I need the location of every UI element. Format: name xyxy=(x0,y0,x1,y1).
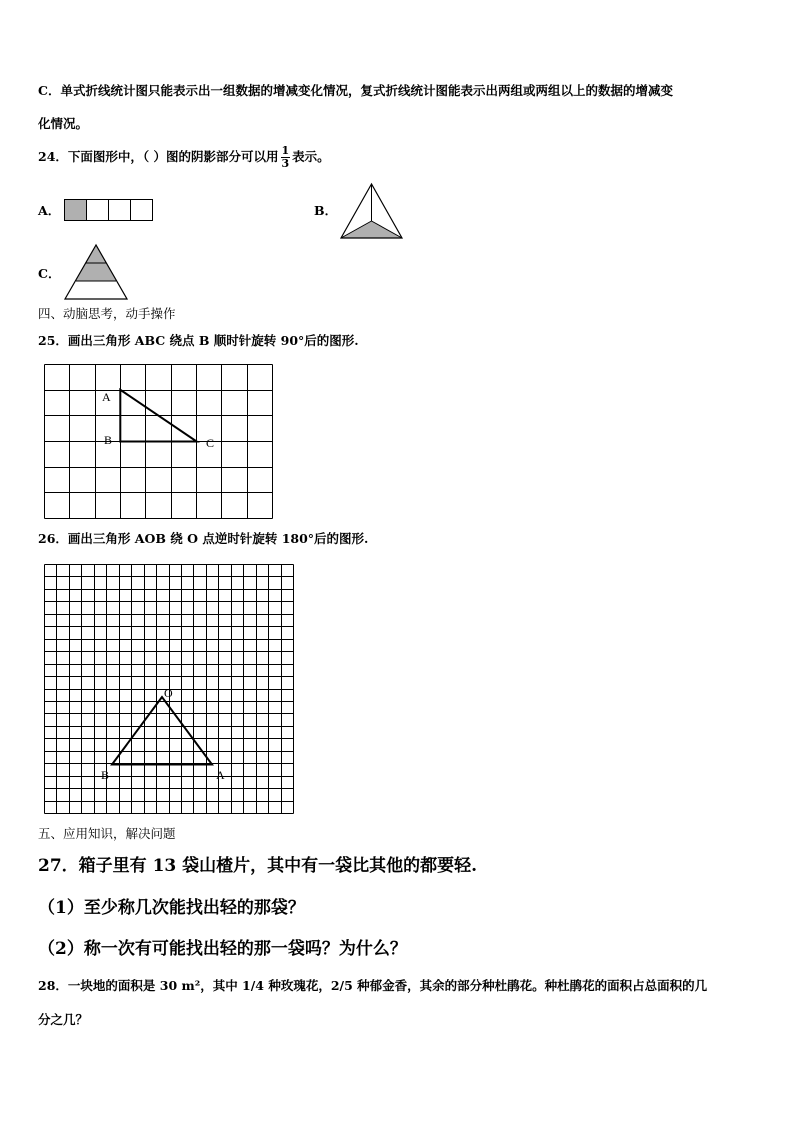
triangle-aob xyxy=(112,697,212,765)
q23-option-c-line2: 化情况。 xyxy=(38,116,89,131)
fraction-denominator: 3 xyxy=(281,157,290,170)
vertex-label-b: B xyxy=(101,768,110,782)
q27-part1: （1）至少称几次能找出轻的那袋？ xyxy=(38,898,305,918)
q24-stem xyxy=(38,140,330,174)
shaded-cell xyxy=(65,200,87,221)
q24-option-b-label: B． xyxy=(314,203,338,218)
shaded-middle-band xyxy=(76,263,116,281)
q27-stem: 27．箱子里有 13 袋山楂片，其中有一袋比其他的都要轻. xyxy=(38,856,478,876)
q25-grid-figure[interactable] xyxy=(44,364,273,519)
q26-grid-figure[interactable] xyxy=(44,564,294,814)
option-a-strip-figure xyxy=(64,199,156,223)
empty-cell xyxy=(131,200,153,221)
empty-cell xyxy=(87,200,109,221)
q25-stem: 25．画出三角形 ABC 绕点 B 顺时针旋转 90°后的图形. xyxy=(38,333,359,348)
one-third-fraction xyxy=(281,145,291,170)
q27-part2: （2）称一次有可能找出轻的那一袋吗？为什么？ xyxy=(38,939,407,959)
section-4-title: 四、动脑思考，动手操作 xyxy=(38,306,176,321)
q24-option-a-label: A． xyxy=(38,203,61,218)
q24-stem-after: 表示。 xyxy=(292,149,330,164)
fraction-numerator: 1 xyxy=(281,144,290,157)
option-b-triangle-figure xyxy=(340,183,404,241)
vertex-label-a: A xyxy=(102,390,111,404)
q28-line1: 28．一块地的面积是 30 m²，其中 1/4 种玫瑰花，2/5 种郁金香，其余的部分种杜鹃花。种杜鹃花的面积占总面积的几 xyxy=(38,978,708,993)
vertex-label-c: C xyxy=(206,436,215,450)
vertex-label-a: A xyxy=(216,768,225,782)
section-5-title: 五、应用知识，解决问题 xyxy=(38,826,176,841)
q24-option-c-label: C． xyxy=(38,266,61,281)
vertex-label-b: B xyxy=(104,433,113,447)
vertex-label-o: O xyxy=(164,686,173,700)
shaded-bottom-region xyxy=(341,221,402,238)
q23-option-c-line1: C．单式折线统计图只能表示出一组数据的增减变化情况，复式折线统计图能表示出两组或两组以上的数据的增减变 xyxy=(38,83,673,98)
option-c-layered-triangle-figure xyxy=(64,244,130,302)
q26-stem: 26．画出三角形 AOB 绕 O 点逆时针旋转 180°后的图形. xyxy=(38,531,369,546)
empty-cell xyxy=(109,200,131,221)
q24-stem-before: 24．下面图形中，（ ）图的阴影部分可以用 xyxy=(38,149,279,164)
shaded-top-region xyxy=(86,245,106,263)
q28-line2: 分之几？ xyxy=(38,1012,89,1027)
